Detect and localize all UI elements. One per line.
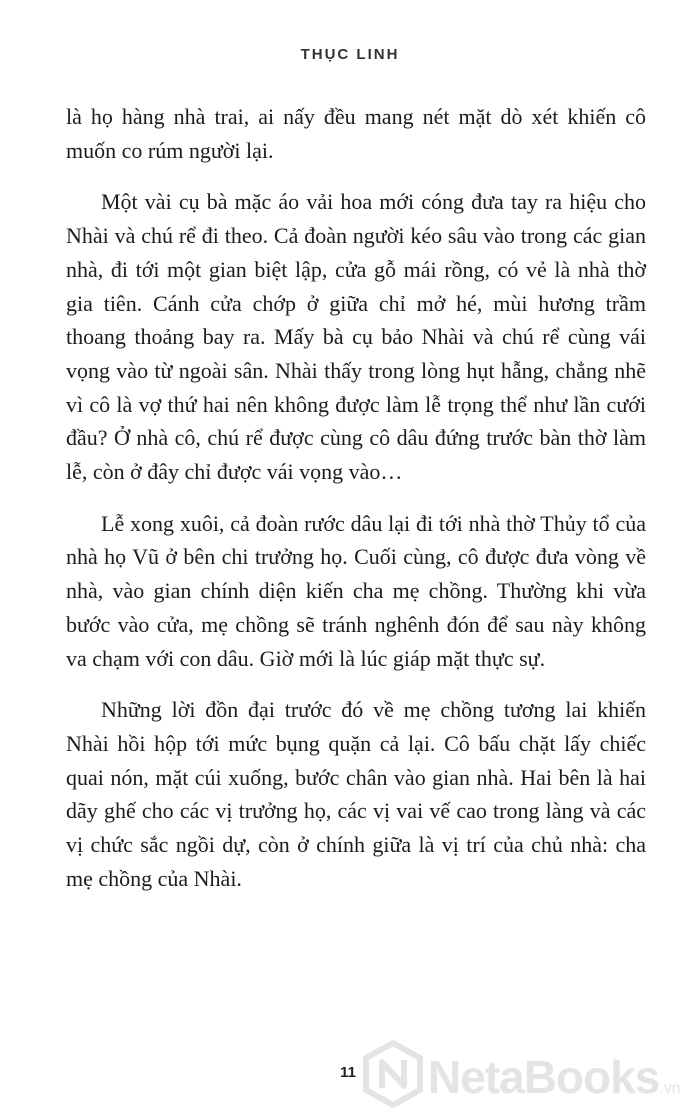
running-header: THỤC LINH <box>300 46 400 63</box>
body-text <box>66 100 646 913</box>
paragraph: Những lời đồn đại trước đó về mẹ chồng tương lai khiến Nhài hồi hộp tới mức bụng quặn cả lại. Cô bấu chặt lấy chiếc quai nón, mặt cúi xuống, bước chân vào gian nhà. Hai bên là hai dãy ghế cho các vị trưởng họ, các vị vai vế cao trong làng và các vị chức sắc ngồi dự, còn ở chính giữa là vị trí của chủ nhà: cha mẹ chồng của Nhài. <box>66 697 646 891</box>
watermark-text <box>428 1050 681 1104</box>
paragraph: là họ hàng nhà trai, ai nấy đều mang nét mặt dò xét khiến cô muốn co rúm người lại. <box>66 104 646 163</box>
paragraph: Một vài cụ bà mặc áo vải hoa mới cóng đưa tay ra hiệu cho Nhài và chú rể đi theo. Cả đoàn người kéo sâu vào trong các gian nhà, đi tới một gian biệt lập, cửa gỗ mái rồng, có vẻ là nhà thờ gia tiên. Cánh cửa chớp ở giữa chỉ mở hé, mùi hương trầm thoang thoảng bay ra. Mấy bà cụ bảo Nhài và chú rể cùng vái vọng vào từ ngoài sân. Nhài thấy trong lòng hụt hẫng, chẳng nhẽ vì cô là vợ thứ hai nên không được làm lễ trọng thể như lần cưới đầu? Ở nhà cô, chú rể được cùng cô dâu đứng trước bàn thờ làm lễ, còn ở đây chỉ được vái vọng vào… <box>66 189 646 485</box>
watermark-suffix: .vn <box>659 1080 681 1097</box>
watermark-brand: NetaBooks <box>428 1051 660 1103</box>
watermark <box>362 1040 692 1110</box>
paragraph: Lễ xong xuôi, cả đoàn rước dâu lại đi tới nhà thờ Thủy tổ của nhà họ Vũ ở bên chi trưởng họ. Cuối cùng, cô được đưa vòng về nhà, vào gian chính diện kiến cha mẹ chồng. Thường khi vừa bước vào cửa, mẹ chồng sẽ tránh nghênh đón để sau này không va chạm với con dâu. Giờ mới là lúc giáp mặt thực sự. <box>66 510 646 671</box>
netabooks-logo-icon <box>362 1040 424 1108</box>
page-number: 11 <box>340 1064 356 1081</box>
